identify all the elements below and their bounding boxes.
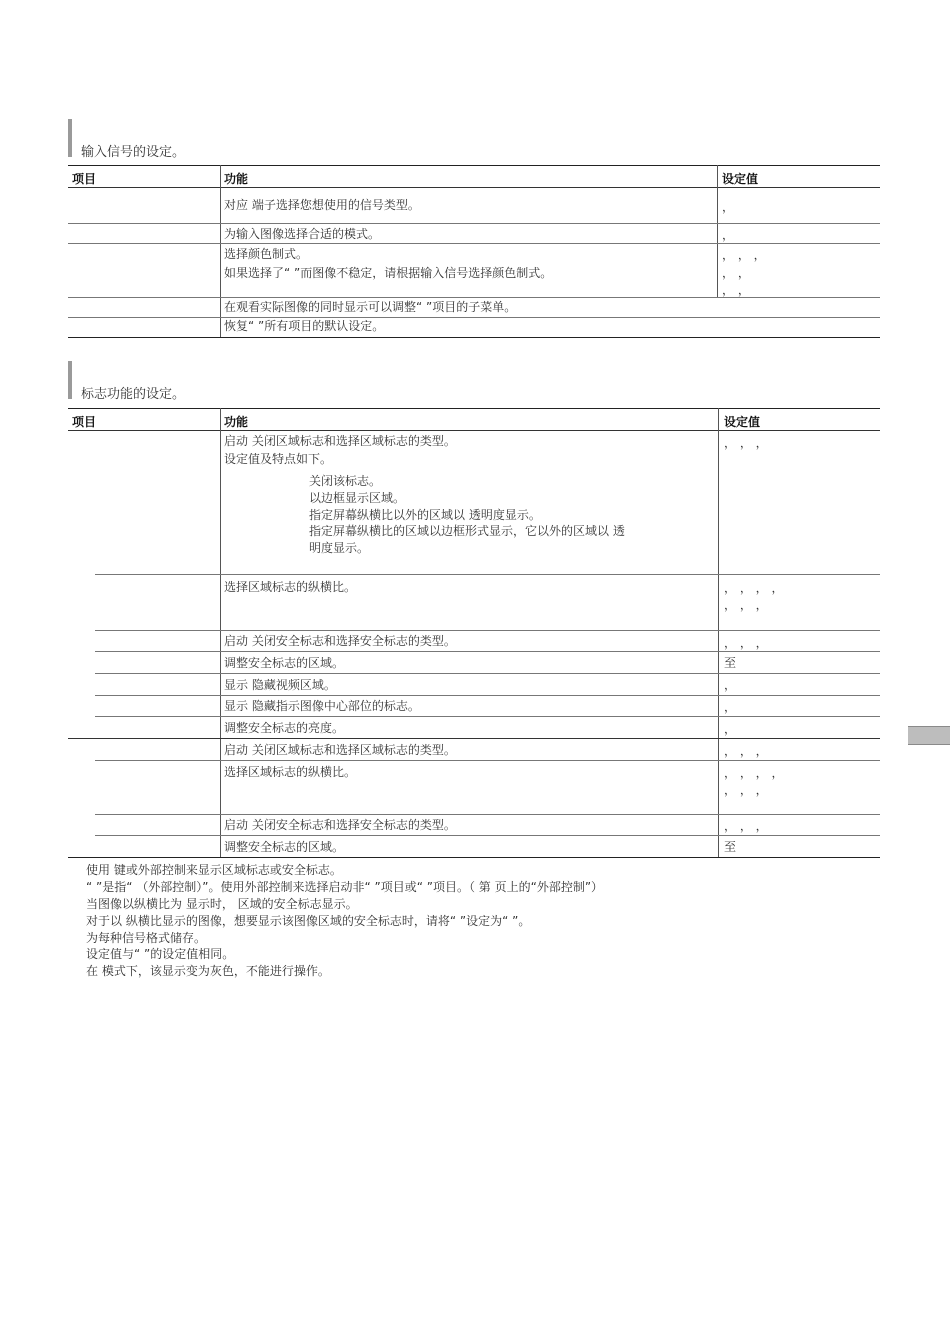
table-row-func: 为输入图像选择合适的模式。 xyxy=(224,227,381,241)
header-value: 设定值 xyxy=(724,415,761,429)
section1-title: 输入信号的设定。 xyxy=(81,145,186,160)
table-row-value: 至 xyxy=(724,656,737,670)
table-row-sub: 指定屏幕纵横比以外的区域以 透明度显示。 xyxy=(309,508,541,522)
header-function: 功能 xyxy=(224,415,249,429)
note-line: 当图像以纵横比为 显示时， 区域的安全标志显示。 xyxy=(86,897,358,911)
table-row-sub: 明度显示。 xyxy=(309,541,370,555)
section1-marker xyxy=(68,119,72,157)
header-item: 项目 xyxy=(72,415,97,429)
chapter-tab xyxy=(908,726,950,745)
table-row-value: ， ， ， xyxy=(724,783,768,797)
table-row-value: ， ， ， xyxy=(724,436,768,450)
table-row-value: ， ， ， xyxy=(724,819,768,833)
table-row-value: ， ， ， xyxy=(724,598,768,612)
table-row-func: 选择区域标志的纵横比。 xyxy=(224,765,357,779)
table-row-value: ， ， ， ， xyxy=(724,581,784,595)
table-row-func: 调整安全标志的区域。 xyxy=(224,840,345,854)
table-row-value: ， ， ， xyxy=(724,636,768,650)
header-value: 设定值 xyxy=(722,172,759,186)
table-row-func: 显示 隐藏视频区域。 xyxy=(224,678,336,692)
section2-marker xyxy=(68,361,72,399)
section2-title: 标志功能的设定。 xyxy=(81,387,186,402)
header-function: 功能 xyxy=(224,172,249,186)
table-row-func: 如果选择了“ ”而图像不稳定，请根据输入信号选择颜色制式。 xyxy=(224,266,553,280)
table-row-func: 在观看实际图像的同时显示可以调整“ ”项目的子菜单。 xyxy=(224,300,517,314)
table-row-value: ， ， ， xyxy=(724,744,768,758)
table-row-func: 显示 隐藏指示图像中心部位的标志。 xyxy=(224,699,420,713)
table-row-func: 启动 关闭区域标志和选择区域标志的类型。 xyxy=(224,434,456,448)
table-row-func: 选择区域标志的纵横比。 xyxy=(224,580,357,594)
table-row-func: 调整安全标志的区域。 xyxy=(224,656,345,670)
note-line: 为每种信号格式储存。 xyxy=(86,931,207,945)
table-row-value: ， xyxy=(722,200,735,214)
table-row-sub: 指定屏幕纵横比的区域以边框形式显示，它以外的区域以 透 xyxy=(309,524,625,538)
table-row-value: ， xyxy=(724,700,737,714)
note-line: “ ”是指“ （外部控制）”。使用外部控制来选择启动非“ ”项目或“ ”项目。（ 第 页上的“外部控制”） xyxy=(86,880,604,894)
table-row-func: 恢复“ ”所有项目的默认设定。 xyxy=(224,319,385,333)
table-row-func: 启动 关闭区域标志和选择区域标志的类型。 xyxy=(224,743,456,757)
table-row-value: 至 xyxy=(724,840,737,854)
table-row-value: ， ， ， ， xyxy=(724,766,784,780)
table-row-value: ， xyxy=(724,722,737,736)
table-row-value: ， ， xyxy=(722,266,750,280)
note-line: 使用 键或外部控制来显示区域标志或安全标志。 xyxy=(86,863,342,877)
note-line: 对于以 纵横比显示的图像，想要显示该图像区域的安全标志时，请将“ ”设定为“ ”。 xyxy=(86,914,531,928)
table-row-func: 调整安全标志的亮度。 xyxy=(224,721,345,735)
header-item: 项目 xyxy=(72,172,97,186)
note-line: 在 模式下，该显示变为灰色，不能进行操作。 xyxy=(86,964,330,978)
table-row-value: ， ， ， xyxy=(722,248,766,262)
table-row-sub: 关闭该标志。 xyxy=(309,474,382,488)
table-row-func: 选择颜色制式。 xyxy=(224,247,309,261)
table-row-func: 设定值及特点如下。 xyxy=(224,452,333,466)
table-row-sub: 以边框显示区域。 xyxy=(309,491,406,505)
table-row-value: ， xyxy=(722,228,735,242)
table-row-value: ， ， xyxy=(722,283,750,297)
note-line: 设定值与“ ”的设定值相同。 xyxy=(86,947,235,961)
table-row-value: ， xyxy=(724,678,737,692)
table-row-func: 对应 端子选择您想使用的信号类型。 xyxy=(224,198,420,212)
table-row-func: 启动 关闭安全标志和选择安全标志的类型。 xyxy=(224,818,456,832)
table-row-func: 启动 关闭安全标志和选择安全标志的类型。 xyxy=(224,634,456,648)
